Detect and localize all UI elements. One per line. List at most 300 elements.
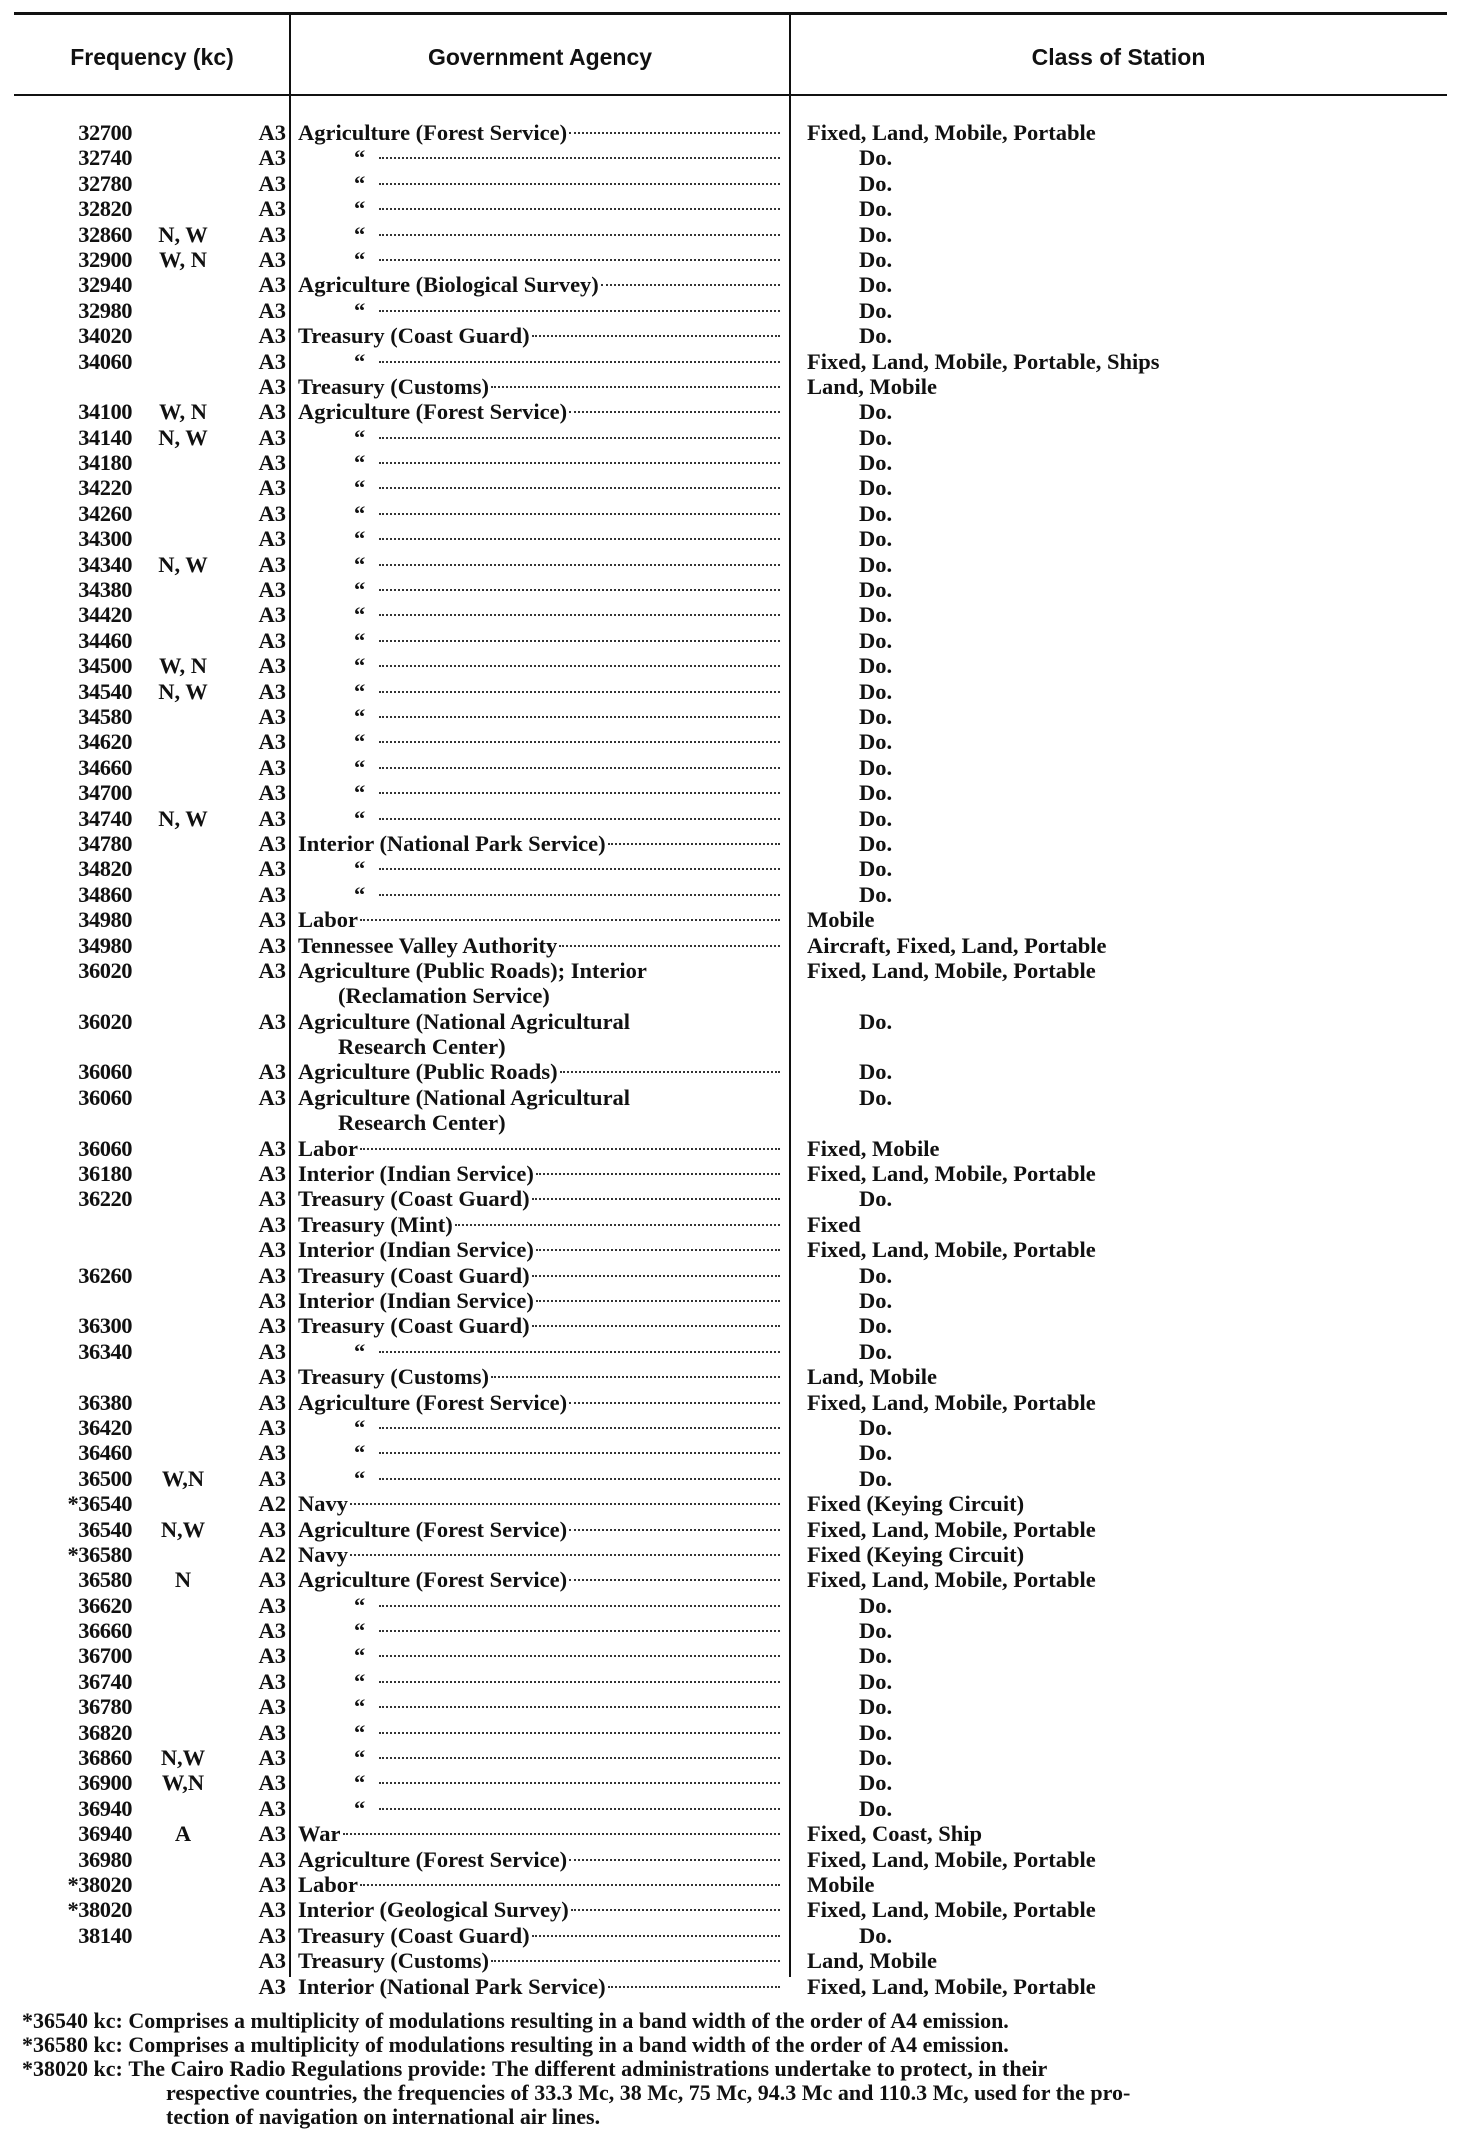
agency-cell (298, 1288, 782, 1313)
emission-cell: A3 (258, 145, 286, 171)
dot-leader (379, 1681, 780, 1683)
agency-text: “ (354, 221, 366, 247)
frequency-cell: 32940 (78, 272, 132, 298)
dot-leader (379, 564, 780, 566)
emission-cell: A3 (258, 1719, 286, 1745)
frequency-cell: 36580 (78, 1567, 132, 1593)
class-of-station-cell: Do. (859, 1592, 893, 1618)
agency-text: “ (354, 450, 366, 476)
agency-text: Treasury (Mint) (298, 1211, 453, 1237)
agency-cell (298, 1897, 782, 1922)
class-of-station-cell: Do. (859, 1719, 893, 1745)
frequency-cell: 36020 (78, 957, 132, 983)
agency-text: “ (354, 754, 366, 780)
dot-leader (560, 1071, 780, 1073)
class-of-station-cell: Do. (859, 1186, 893, 1212)
agency-cell (298, 1212, 782, 1237)
emission-cell: A3 (258, 1186, 286, 1212)
class-of-station-cell: Do. (859, 272, 893, 298)
agency-cell (298, 1186, 782, 1211)
class-of-station-cell: Do. (859, 1288, 893, 1314)
agency-text: “ (354, 780, 366, 806)
table-row (0, 653, 1465, 678)
agency-text: Interior (National Park Service) (298, 1973, 606, 1999)
emission-cell: A3 (258, 1618, 286, 1644)
frequency-cell: 36420 (78, 1414, 132, 1440)
table-row (0, 1567, 1465, 1592)
frequency-cell: 36260 (78, 1262, 132, 1288)
agency-cell (298, 1136, 782, 1161)
agency-cell (298, 1745, 782, 1770)
class-of-station-cell: Land, Mobile (807, 373, 938, 399)
emission-cell: A3 (258, 1084, 286, 1110)
agency-text: Interior (Indian Service) (298, 1237, 534, 1263)
agency-cell (298, 222, 782, 247)
agency-text: “ (354, 348, 366, 374)
agency-cell (298, 831, 782, 856)
class-of-station-cell: Do. (859, 1694, 893, 1720)
frequency-cell: 34860 (78, 881, 132, 907)
notation-cell: W, N (159, 653, 207, 679)
agency-cell (298, 552, 782, 577)
frequency-cell: 34100 (78, 399, 132, 425)
notation-cell: N, W (158, 221, 208, 247)
agency-text: “ (354, 653, 366, 679)
emission-cell: A3 (258, 932, 286, 958)
table-row (0, 1897, 1465, 1922)
agency-text: Treasury (Customs) (298, 1364, 490, 1390)
table-row (0, 1009, 1465, 1060)
emission-cell: A3 (258, 729, 286, 755)
frequency-cell: 36740 (78, 1668, 132, 1694)
dot-leader (379, 691, 780, 693)
emission-cell: A3 (258, 1668, 286, 1694)
frequency-cell: 34220 (78, 475, 132, 501)
emission-cell: A3 (258, 653, 286, 679)
frequency-cell: 36060 (78, 1135, 132, 1161)
agency-cell (298, 1593, 782, 1618)
frequency-cell: *38020 (67, 1872, 132, 1897)
agency-cell (298, 1263, 782, 1288)
frequency-cell: 36180 (78, 1161, 132, 1187)
emission-cell: A3 (258, 500, 286, 526)
agency-text: “ (354, 805, 366, 831)
agency-cell (298, 171, 782, 196)
agency-cell (298, 1872, 782, 1897)
table-row (0, 933, 1465, 958)
frequency-cell: 36620 (78, 1592, 132, 1618)
emission-cell: A3 (258, 1059, 286, 1085)
class-of-station-cell: Do. (859, 399, 893, 425)
dot-leader (532, 1935, 780, 1937)
emission-cell: A3 (258, 1135, 286, 1161)
agency-text: “ (354, 1592, 366, 1618)
table-row (0, 729, 1465, 754)
dot-leader (532, 1198, 780, 1200)
class-of-station-cell: Fixed, Land, Mobile, Portable (807, 957, 1096, 983)
agency-cell (298, 907, 782, 932)
agency-cell (298, 1415, 782, 1440)
dot-leader (536, 1173, 780, 1175)
table-row (0, 1694, 1465, 1719)
dot-leader (379, 1351, 780, 1353)
dot-leader (379, 767, 780, 769)
table-row (0, 247, 1465, 272)
table-row (0, 475, 1465, 500)
dot-leader (491, 1960, 780, 1962)
frequency-cell: 34780 (78, 830, 132, 856)
dot-leader (569, 1529, 780, 1531)
table-row (0, 552, 1465, 577)
class-of-station-cell: Fixed, Land, Mobile, Portable (807, 1389, 1096, 1415)
dot-leader (379, 1452, 780, 1454)
agency-text: Labor (298, 1135, 359, 1161)
emission-cell: A2 (258, 1541, 286, 1567)
table-row (0, 1796, 1465, 1821)
class-of-station-cell: Do. (859, 830, 893, 856)
class-of-station-cell: Do. (859, 1338, 893, 1364)
table-row (0, 1364, 1465, 1389)
class-of-station-cell: Fixed, Coast, Ship (807, 1821, 983, 1847)
emission-cell: A3 (258, 1770, 286, 1796)
frequency-cell: 32980 (78, 297, 132, 323)
dot-leader (360, 919, 780, 921)
frequency-cell: 36980 (78, 1846, 132, 1872)
dot-leader (608, 1986, 780, 1988)
class-of-station-cell: Do. (859, 1440, 893, 1466)
emission-cell: A3 (258, 1643, 286, 1669)
emission-cell: A3 (258, 1745, 286, 1771)
footnote-text: Comprises a multiplicity of modulations resulting in a band width of the order of A4 emission. (128, 2008, 1009, 2033)
dot-leader (379, 538, 780, 540)
dot-leader (379, 437, 780, 439)
frequency-cell: 34620 (78, 729, 132, 755)
table-row (0, 1923, 1465, 1948)
agency-cell (298, 1085, 782, 1136)
notation-cell: N (174, 1567, 192, 1593)
emission-cell: A3 (258, 1161, 286, 1187)
emission-cell: A3 (258, 1211, 286, 1237)
agency-cell (298, 1821, 782, 1846)
footnote-key: *36540 kc: (22, 2008, 123, 2033)
agency-text: Treasury (Customs) (298, 373, 490, 399)
emission-cell: A3 (258, 678, 286, 704)
agency-text: “ (354, 577, 366, 603)
agency-cell (298, 780, 782, 805)
agency-cell (298, 526, 782, 551)
dot-leader (379, 487, 780, 489)
table-row (0, 907, 1465, 932)
footnote-line (22, 2081, 1447, 2105)
frequency-cell: 32740 (78, 145, 132, 171)
agency-cell (298, 1059, 782, 1084)
agency-text: Agriculture (Forest Service) (298, 1846, 568, 1872)
dot-leader (569, 132, 780, 134)
emission-cell: A3 (258, 373, 286, 399)
frequency-cell: 34500 (78, 653, 132, 679)
table-row (0, 1872, 1465, 1897)
dot-leader (532, 1325, 780, 1327)
emission-cell: A3 (258, 1364, 286, 1390)
dot-leader (569, 1579, 780, 1581)
agency-cell (298, 1974, 782, 1999)
dot-leader (536, 1300, 780, 1302)
table-row (0, 1415, 1465, 1440)
class-of-station-cell: Fixed, Land, Mobile, Portable (807, 1516, 1096, 1542)
dot-leader (379, 640, 780, 642)
agency-cell (298, 450, 782, 475)
dot-leader (491, 386, 780, 388)
class-of-station-cell: Do. (859, 1465, 893, 1491)
table-row (0, 1390, 1465, 1415)
dot-leader (379, 157, 780, 159)
agency-text: “ (354, 1440, 366, 1466)
agency-cell (298, 958, 782, 1009)
top-rule (14, 12, 1447, 15)
emission-cell: A3 (258, 703, 286, 729)
class-of-station-cell: Do. (859, 1262, 893, 1288)
class-of-station-cell: Do. (859, 1008, 893, 1034)
table-row (0, 1440, 1465, 1465)
table-row (0, 856, 1465, 881)
class-of-station-cell: Land, Mobile (807, 1948, 938, 1974)
footnote-text: tection of navigation on international air lines. (166, 2104, 601, 2129)
emission-cell: A3 (258, 754, 286, 780)
footnotes (22, 2009, 1447, 2129)
notation-cell: N, W (158, 424, 208, 450)
table-row (0, 679, 1465, 704)
emission-cell: A3 (258, 551, 286, 577)
agency-text: Agriculture (Forest Service) (298, 1567, 568, 1593)
frequency-cell: 34140 (78, 424, 132, 450)
frequency-cell: *36540 (67, 1491, 132, 1517)
agency-text: “ (354, 551, 366, 577)
notation-cell: N, W (158, 551, 208, 577)
frequency-cell: 32700 (78, 120, 132, 145)
frequency-cell: 34980 (78, 907, 132, 933)
class-of-station-cell: Fixed (Keying Circuit) (807, 1491, 1025, 1517)
class-of-station-cell: Do. (859, 754, 893, 780)
dot-leader (559, 945, 780, 947)
class-of-station-cell: Do. (859, 1922, 893, 1948)
class-of-station-cell: Do. (859, 221, 893, 247)
agency-cell (298, 475, 782, 500)
class-of-station-cell: Fixed (Keying Circuit) (807, 1541, 1025, 1567)
emission-cell: A3 (258, 323, 286, 349)
agency-text: Agriculture (National Agricultural (298, 1008, 631, 1034)
class-of-station-cell: Do. (859, 1745, 893, 1771)
agency-cell (298, 1669, 782, 1694)
agency-text: Treasury (Coast Guard) (298, 1922, 530, 1948)
agency-text: “ (354, 602, 366, 628)
table-row (0, 272, 1465, 297)
class-of-station-cell: Do. (859, 780, 893, 806)
frequency-cell: 34460 (78, 627, 132, 653)
agency-cell (298, 729, 782, 754)
table-row (0, 526, 1465, 551)
class-of-station-cell: Do. (859, 881, 893, 907)
emission-cell: A3 (258, 1821, 286, 1847)
emission-cell: A3 (258, 424, 286, 450)
table-row (0, 120, 1465, 145)
emission-cell: A3 (258, 1414, 286, 1440)
dot-leader (379, 513, 780, 515)
dot-leader (379, 462, 780, 464)
emission-cell: A3 (258, 450, 286, 476)
emission-cell: A3 (258, 1288, 286, 1314)
class-of-station-cell: Do. (859, 1795, 893, 1821)
emission-cell: A3 (258, 881, 286, 907)
frequency-cell: 34660 (78, 754, 132, 780)
table-row (0, 1186, 1465, 1211)
table-row (0, 323, 1465, 348)
emission-cell: A3 (258, 907, 286, 933)
table-row (0, 628, 1465, 653)
dot-leader (379, 741, 780, 743)
dot-leader (379, 234, 780, 236)
frequency-cell: 32780 (78, 170, 132, 196)
class-of-station-cell: Do. (859, 170, 893, 196)
frequency-cell: 34540 (78, 678, 132, 704)
frequency-cell: 36460 (78, 1440, 132, 1466)
frequency-cell: 36060 (78, 1059, 132, 1085)
agency-cell (298, 602, 782, 627)
emission-cell: A3 (258, 246, 286, 272)
table-row (0, 1313, 1465, 1338)
notation-cell: W,N (161, 1770, 205, 1796)
agency-text: Agriculture (Forest Service) (298, 1516, 568, 1542)
emission-cell: A3 (258, 196, 286, 222)
table-row (0, 602, 1465, 627)
agency-text: “ (354, 1668, 366, 1694)
emission-cell: A3 (258, 1973, 286, 1999)
frequency-cell: 36940 (78, 1821, 132, 1847)
emission-cell: A2 (258, 1491, 286, 1517)
emission-cell: A3 (258, 1846, 286, 1872)
notation-cell: N, W (158, 678, 208, 704)
emission-cell: A3 (258, 348, 286, 374)
dot-leader (571, 1909, 780, 1911)
agency-cell (298, 349, 782, 374)
agency-cell (298, 298, 782, 323)
frequency-cell: 34180 (78, 450, 132, 476)
frequency-cell: 36220 (78, 1186, 132, 1212)
frequency-cell: 36500 (78, 1465, 132, 1491)
agency-text: Treasury (Customs) (298, 1948, 490, 1974)
emission-cell: A3 (258, 1237, 286, 1263)
agency-text: Treasury (Coast Guard) (298, 1186, 530, 1212)
class-of-station-cell: Do. (859, 729, 893, 755)
agency-cell (298, 1796, 782, 1821)
frequency-cell: 36860 (78, 1745, 132, 1771)
table-row (0, 755, 1465, 780)
agency-text: Tennessee Valley Authority (298, 932, 558, 958)
agency-text: “ (354, 145, 366, 171)
table-row (0, 425, 1465, 450)
agency-cell (298, 1339, 782, 1364)
agency-text: Navy (298, 1541, 348, 1567)
agency-text: “ (354, 1618, 366, 1644)
emission-cell: A3 (258, 120, 286, 145)
class-of-station-cell: Do. (859, 1313, 893, 1339)
dot-leader (379, 1782, 780, 1784)
class-of-station-cell: Do. (859, 450, 893, 476)
class-of-station-cell: Fixed, Land, Mobile, Portable (807, 1973, 1096, 1999)
table-row (0, 1745, 1465, 1770)
agency-text: Treasury (Coast Guard) (298, 323, 530, 349)
agency-cell (298, 1694, 782, 1719)
notation-cell: W, N (159, 399, 207, 425)
frequency-cell: 36380 (78, 1389, 132, 1415)
agency-text: “ (354, 881, 366, 907)
class-of-station-cell: Fixed, Land, Mobile, Portable (807, 1161, 1096, 1187)
dot-leader (379, 716, 780, 718)
dot-leader (379, 894, 780, 896)
emission-cell: A3 (258, 1948, 286, 1974)
dot-leader (379, 259, 780, 261)
dot-leader (379, 1706, 780, 1708)
table-row (0, 374, 1465, 399)
agency-cell (298, 1923, 782, 1948)
agency-cell (298, 1567, 782, 1592)
agency-text: Navy (298, 1491, 348, 1517)
dot-leader (350, 1554, 780, 1556)
agency-text: “ (354, 856, 366, 882)
frequency-cell: 34340 (78, 551, 132, 577)
frequency-cell: 32860 (78, 221, 132, 247)
agency-cell (298, 628, 782, 653)
table-row (0, 1339, 1465, 1364)
class-of-station-cell: Do. (859, 856, 893, 882)
class-of-station-cell: Do. (859, 1618, 893, 1644)
agency-text: “ (354, 1745, 366, 1771)
table-row (0, 1212, 1465, 1237)
frequency-cell: 34820 (78, 856, 132, 882)
agency-text: “ (354, 526, 366, 552)
frequency-cell: 34300 (78, 526, 132, 552)
footnote-key: *36580 kc: (22, 2032, 123, 2057)
dot-leader (379, 589, 780, 591)
emission-cell: A3 (258, 577, 286, 603)
emission-cell: A3 (258, 1592, 286, 1618)
emission-cell: A3 (258, 1465, 286, 1491)
frequency-cell: 34580 (78, 703, 132, 729)
frequency-cell: 36060 (78, 1084, 132, 1110)
emission-cell: A3 (258, 805, 286, 831)
agency-text: “ (354, 1719, 366, 1745)
table-row (0, 1288, 1465, 1313)
frequency-cell: *38020 (67, 1897, 132, 1923)
footnote-text: The Cairo Radio Regulations provide: The different administrations undertake to protect, in their (128, 2056, 1048, 2081)
table-row (0, 1770, 1465, 1795)
agency-text: Agriculture (Forest Service) (298, 399, 568, 425)
class-of-station-cell: Do. (859, 500, 893, 526)
table-row (0, 1948, 1465, 1973)
class-of-station-cell: Mobile (807, 1872, 875, 1897)
emission-cell: A3 (258, 272, 286, 298)
emission-cell: A3 (258, 1440, 286, 1466)
emission-cell: A3 (258, 830, 286, 856)
footnote-text: Comprises a multiplicity of modulations resulting in a band width of the order of A4 emission. (128, 2032, 1009, 2057)
agency-cell (298, 196, 782, 221)
class-of-station-cell: Do. (859, 602, 893, 628)
dot-leader (379, 1757, 780, 1759)
agency-cell (298, 1643, 782, 1668)
dot-leader (532, 1275, 780, 1277)
agency-text: “ (354, 475, 366, 501)
agency-text: War (298, 1821, 341, 1847)
agency-text: Labor (298, 1872, 359, 1897)
